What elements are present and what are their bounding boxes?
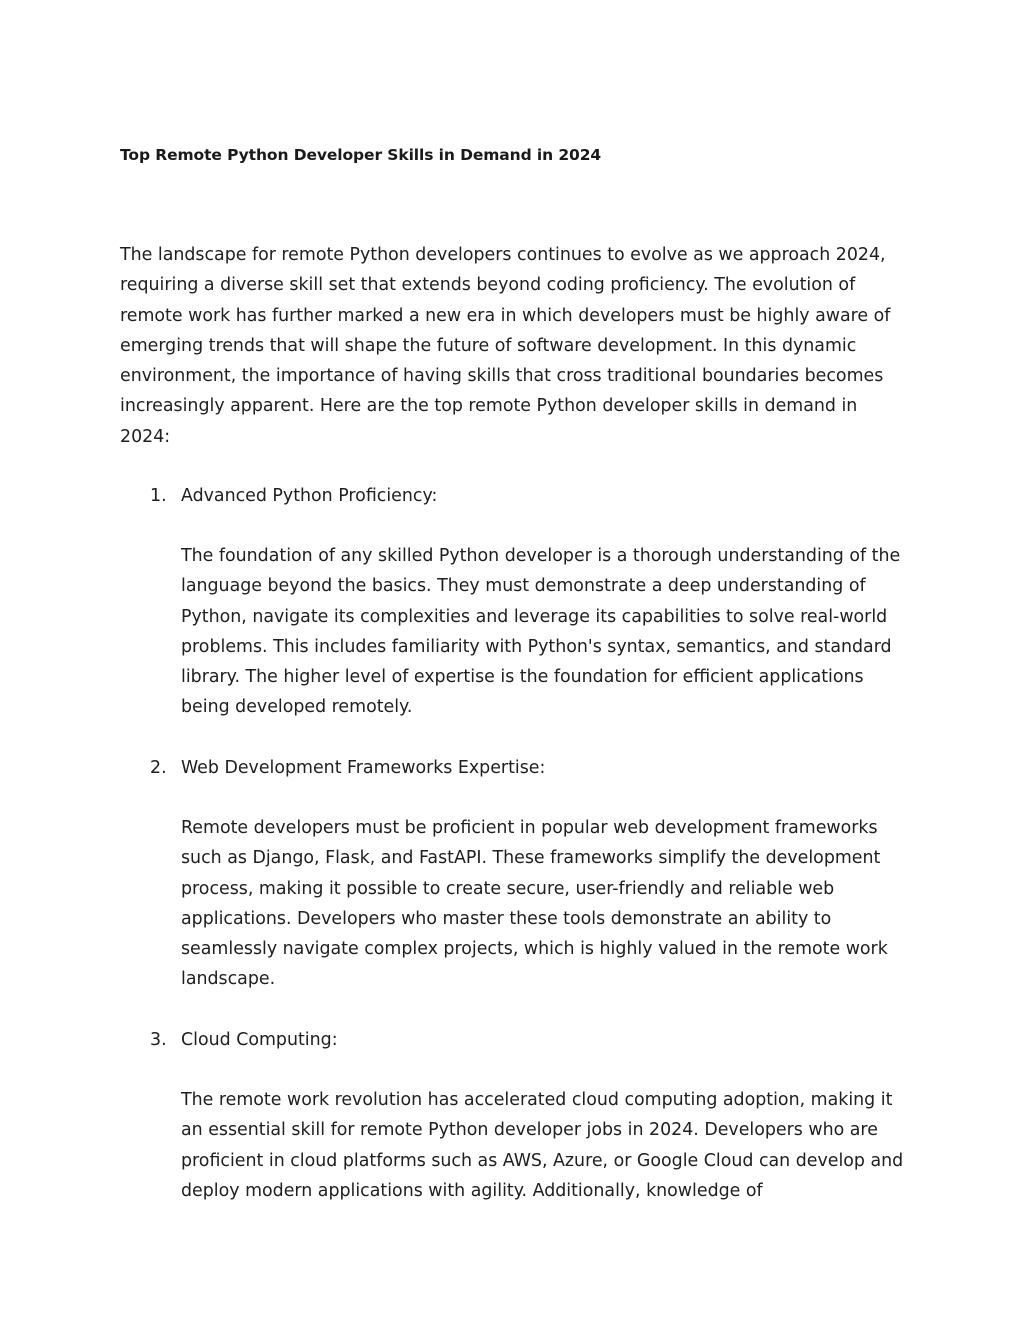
- list-item-heading: [120, 481, 920, 511]
- list-item-number: 1.: [150, 486, 167, 506]
- list-item-title: Cloud Computing:: [181, 1030, 338, 1050]
- list-item-heading: [120, 753, 920, 783]
- list-item-number: 2.: [150, 758, 167, 778]
- list-item: [120, 481, 920, 718]
- list-item-number: 3.: [150, 1030, 167, 1050]
- list-item-body: The foundation of any skilled Python developer is a thorough understanding of the language beyond the basics. They must demonstrate a deep understanding of Python, navigate its complexities and leverage its capabilities to solve real-world problems. This includes familiarity with Python's syntax, semantics, and standard library. The higher level of expertise is the foundation for efficient applications being developed remotely.: [181, 546, 901, 718]
- list-item-body: The remote work revolution has accelerated cloud computing adoption, making it an essential skill for remote Python developer jobs in 2024. Developers who are proficient in cloud platforms such as AWS, Azure, or Google Cloud can develop and deploy modern applications with agility. Additionally, knowledge of: [181, 1090, 904, 1201]
- list-item-heading: [120, 1025, 920, 1055]
- list-item-body: Remote developers must be proficient in popular web development frameworks such as Django, Flask, and FastAPI. These frameworks simplify the development process, making it possible to create secure, user-friendly and reliable web applications. Developers who master these tools demonstrate an ability to seamlessly navigate complex projects, which is highly valued in the remote work landscape.: [181, 818, 888, 990]
- list-item: [120, 1025, 920, 1201]
- list-item: [120, 753, 920, 990]
- list-item-title: Advanced Python Proficiency:: [181, 486, 438, 506]
- list-item-title: Web Development Frameworks Expertise:: [181, 758, 546, 778]
- document-title: Top Remote Python Developer Skills in Demand in 2024: [120, 146, 602, 164]
- intro-paragraph: The landscape for remote Python developers continues to evolve as we approach 2024, requiring a diverse skill set that extends beyond coding proficiency. The evolution of remote work has further marked a new era in which developers must be highly aware of emerging trends that will shape the future of software development. In this dynamic environment, the importance of having skills that cross traditional boundaries becomes increasingly apparent. Here are the top remote Python developer skills in demand in 2024:: [120, 245, 891, 447]
